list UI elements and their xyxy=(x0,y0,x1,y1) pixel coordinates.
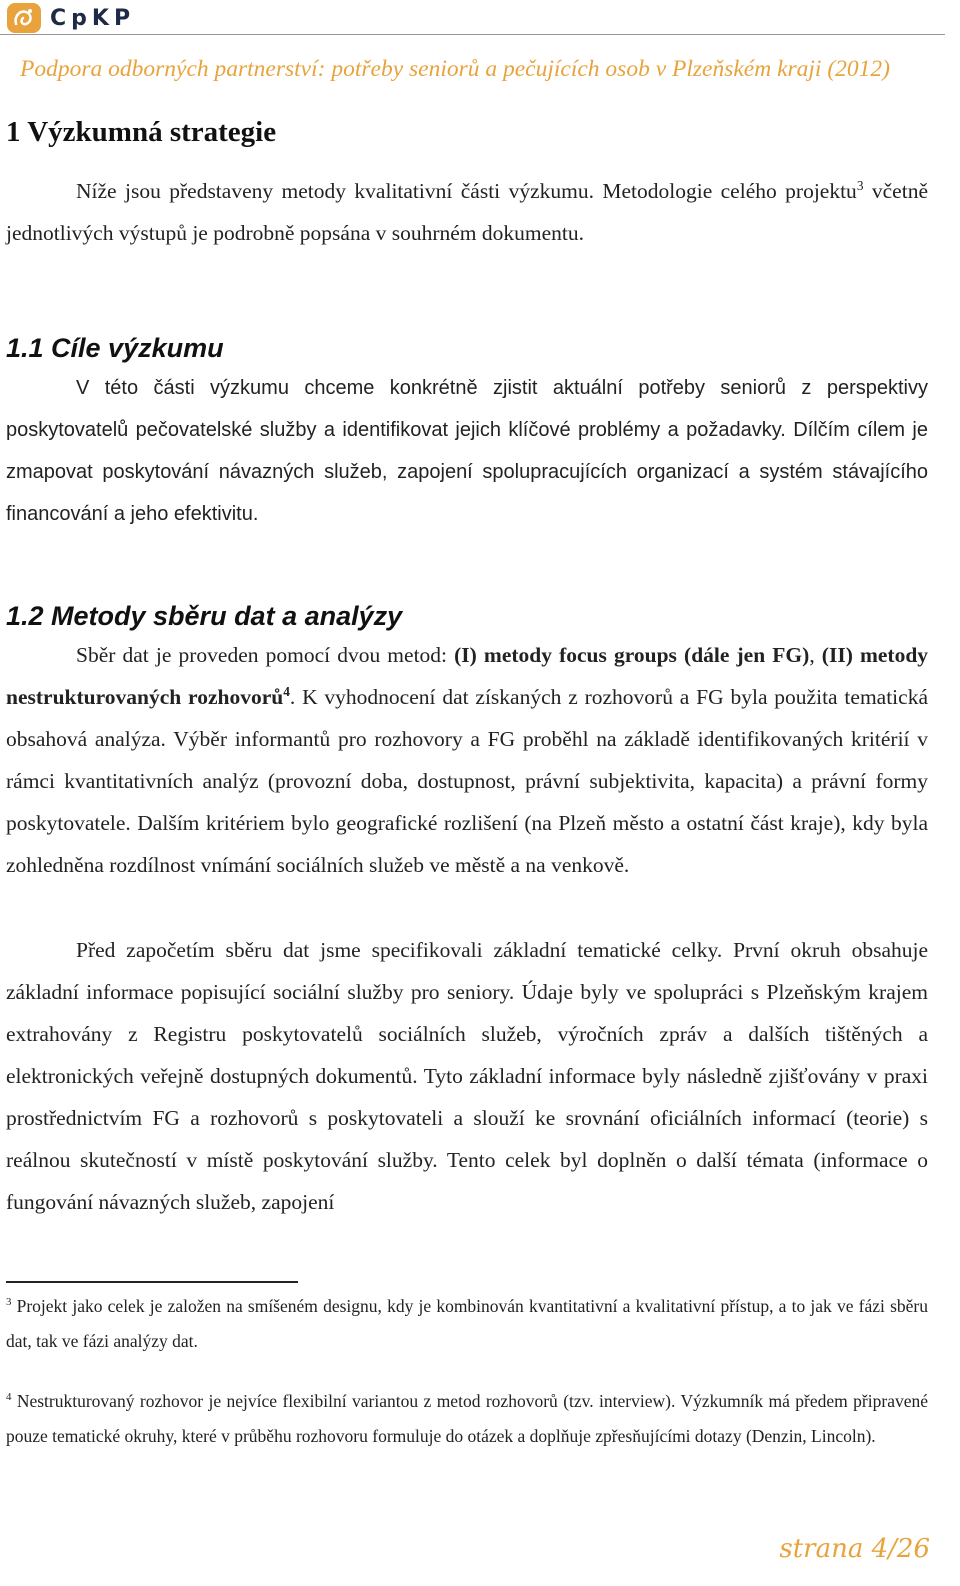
subsection-heading: 1.2 Metody sběru dat a analýzy xyxy=(6,601,403,631)
footnote xyxy=(6,1289,928,1359)
goals-paragraph: V této části výzkumu chceme konkrétně zjistit aktuální potřeby seniorů z perspektivy poskytovatelů pečovatelské služby a identifikovat jejich klíčové problémy a požadavky. Dílčím cílem je zmapovat poskytování návazných služeb, zapojení spolupracujících organizací a systém stávajícího financování a jeho efektivitu. xyxy=(6,377,928,525)
methods-bold-fg: (I) metody focus groups (dále jen FG) xyxy=(454,643,810,667)
footnote-ref[interactable]: 3 xyxy=(856,177,864,193)
logo-text: CpKP xyxy=(50,5,136,31)
page-header xyxy=(0,0,960,40)
intro-text-a: Níže jsou představeny metody kvalitativní části výzkumu. Metodologie celého projektu xyxy=(76,179,857,203)
topics-paragraph: Před započetím sběru dat jsme specifikovali základní tematické celky. První okruh obsahuje základní informace popisující sociální služby pro seniory. Údaje byly ve spolupráci s Plzeňským krajem extrahovány z Registru poskytovatelů sociálních služeb, výročních zpráv a dalších tištěných a elektronických veřejně dostupných dokumentů. Tyto základní informace byly následně zjišťovány v praxi prostřednictvím FG a rozhovorů s poskytovateli a slouží ke srovnání oficiálních informací (teorie) s reálnou skutečností v místě poskytování služby. Tento celek byl doplněn o další témata (informace o fungování návazných služeb, zapojení xyxy=(6,938,928,1214)
footnote-ref[interactable]: 4 xyxy=(283,683,290,699)
methods-text-c: , xyxy=(809,643,822,667)
footnote-number: 3 xyxy=(6,1296,12,1309)
cpkp-logo-icon xyxy=(6,2,42,34)
footnote-divider xyxy=(6,1281,298,1283)
logo xyxy=(6,2,135,34)
page-number: strana 4/26 xyxy=(779,1534,930,1564)
intro-text-b: včetně jednotlivých výstupů je podrobně popsána v souhrném dokumentu. xyxy=(6,179,928,245)
footnote-text: Projekt jako celek je založen na smíšeném designu, kdy je kombinován kvantitativní a kvalitativní přístup, a to jak ve fázi sběru dat, tak ve fázi analýzy dat. xyxy=(6,1296,928,1351)
intro-paragraph xyxy=(6,170,928,254)
methods-paragraph xyxy=(6,634,928,886)
methods-text-a: Sběr dat je proveden pomocí dvou metod: xyxy=(76,643,455,667)
footnote-number: 4 xyxy=(6,1391,12,1404)
footnote xyxy=(6,1384,928,1454)
section-heading: 1 Výzkumná strategie xyxy=(6,116,277,148)
footnote-text: Nestrukturovaný rozhovor je nejvíce flexibilní variantou z metod rozhovorů (tzv. interview). Výzkumník má předem připravené pouze tematické okruhy, které v průběhu rozhovoru formuluje do otázek a doplňuje zpřesňujícími dotazy (Denzin, Lincoln). xyxy=(6,1391,928,1446)
document-subtitle: Podpora odborných partnerství: potřeby seniorů a pečujících osob v Plzeňském kraji (2012) xyxy=(20,56,890,82)
header-divider xyxy=(0,34,945,35)
subsection-heading: 1.1 Cíle výzkumu xyxy=(6,333,224,363)
methods-text-e: . K vyhodnocení dat získaných z rozhovorů a FG byla použita tematická obsahová analýza. Výběr informantů pro rozhovory a FG proběhl na základě identifikovaných kritérií v rámci kvantitativních analýz (provozní doba, dostupnost, právní subjektivita, kapacita) a právní formy poskytovatele. Dalším kritériem bylo geografické rozlišení (na Plzeň město a ostatní část kraje), kdy byla zohledněna rozdílnost vnímání sociálních služeb ve městě a na venkově. xyxy=(6,685,928,877)
methods-bold-interviews: (II) metody nestrukturovaných rozhovorů xyxy=(6,643,929,709)
